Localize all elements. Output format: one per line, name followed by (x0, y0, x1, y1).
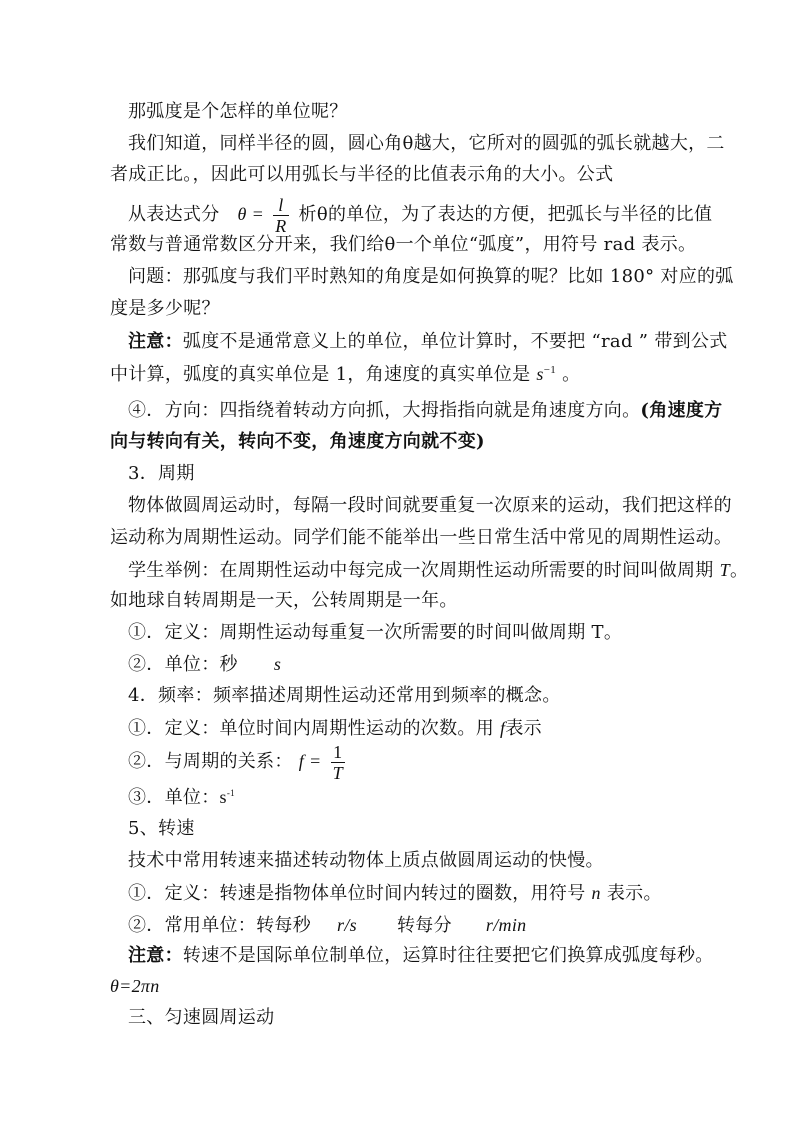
paragraph-line (128, 716, 542, 741)
formula-line (128, 194, 712, 236)
paragraph-text: ①．定义：单位时间内周期性运动的次数。用 (128, 718, 494, 739)
section-heading: 3．周期 (128, 463, 195, 484)
note-label: 注意： (128, 945, 183, 966)
note-line (128, 330, 728, 354)
paragraph-line: 技术中常用转速来描述转动物体上质点做圆周运动的快慢。 (128, 850, 604, 871)
paragraph-text: 。 (729, 560, 749, 581)
unit-exponent: -1 (226, 788, 235, 798)
fraction-numerator: 1 (331, 742, 345, 763)
paragraph-text: ②．常用单位：转每秒 (128, 915, 311, 936)
symbol-T: T (719, 560, 730, 580)
paragraph-text: 弧度不是通常意义上的单位，单位计算时，不要把 “rad ” 带到公式 (182, 331, 728, 352)
paragraph-line: 如地球自转周期是一天，公转周期是一年。 (110, 590, 458, 611)
paragraph-line (128, 785, 235, 810)
paragraph-line: 运动称为周期性运动。同学们能不能举出一些日常生活中常见的周期性运动。 (110, 527, 733, 548)
symbol-n: n (591, 883, 601, 903)
note-label: 注意： (128, 331, 183, 352)
paragraph-text: ①．定义：转速是指物体单位时间内转过的圈数，用符号 (128, 883, 586, 904)
paragraph-line: 那弧度是个怎样的单位呢？ (128, 101, 348, 122)
fraction-1-over-T (331, 742, 345, 783)
paragraph-text: 转每分 (396, 915, 452, 936)
formula-theta-2pi-n: θ=2πn (110, 976, 160, 996)
paragraph-text: ②．与周期的关系： (128, 751, 293, 772)
paragraph-text: ④．方向：四指绕着转动方向抓，大拇指指向就是角速度方向。 (128, 400, 641, 421)
paragraph-text: ②．单位：秒 (128, 654, 238, 675)
note-line (128, 944, 714, 968)
section-heading: 4．频率：频率描述周期性运动还常用到频率的概念。 (128, 685, 561, 706)
section-heading: 三、匀速圆周运动 (128, 1007, 275, 1028)
paragraph-text: ③．单位： (128, 787, 220, 808)
fraction-l-over-R (273, 195, 288, 236)
paragraph-line (128, 399, 722, 423)
unit-s-symbol: s (273, 654, 282, 674)
paragraph-line: 度是多少呢？ (110, 298, 220, 319)
paragraph-text: 表示 (505, 718, 542, 739)
paragraph-text: 表示。 (606, 883, 662, 904)
paragraph-text: 转速不是国际单位制单位，运算时往往要把它们换算成弧度每秒。 (182, 945, 714, 966)
fraction-denominator: R (275, 215, 287, 236)
paragraph-text: 析θ的单位，为了表达的方便，把弧长与半径的比值 (298, 204, 713, 225)
paragraph-line (128, 558, 748, 583)
fraction-numerator: l (273, 195, 288, 216)
paragraph-line (110, 362, 580, 387)
paragraph-line: 常数与普通常数区分开来，我们给θ一个单位“弧度”，用符号 rad 表示。 (110, 234, 697, 255)
symbol-f: f (500, 718, 506, 738)
bold-text: (角速度方 (640, 400, 723, 421)
unit-s: s (219, 787, 227, 807)
paragraph-line: 者成正比。，因此可以用弧长与半径的比值表示角的大小。公式 (110, 164, 614, 185)
unit-exponent: −1 (543, 364, 557, 376)
theta-symbol: θ (237, 204, 247, 224)
formula-line (128, 740, 349, 783)
paragraph-text: 。 (562, 364, 581, 385)
symbol-f: f (298, 751, 305, 771)
paragraph-text: 从表达式分 (128, 204, 220, 225)
paragraph-text: 学生举例：在周期性运动中每完成一次周期性运动所需要的时间叫做周期 (128, 560, 714, 581)
paragraph-line: 问题：那弧度与我们平时熟知的角度是如何换算的呢？比如 180° 对应的弧 (128, 266, 734, 287)
paragraph-line (128, 652, 281, 677)
section-heading: 5、转速 (128, 818, 195, 839)
unit-r-per-s: r/s (337, 915, 357, 935)
paragraph-line: ①．定义：周期性运动每重复一次所需要的时间叫做周期 T。 (128, 622, 623, 643)
bold-line: 向与转向有关，转向不变，角速度方向就不变) (110, 431, 485, 452)
unit-s: s (536, 364, 544, 384)
fraction-denominator: T (332, 762, 343, 783)
paragraph-line (128, 913, 526, 938)
equals-sign: = (252, 204, 264, 224)
unit-r-per-min: r/min (485, 915, 527, 935)
paragraph-text: 中计算，弧度的真实单位是 1，角速度的真实单位是 (110, 364, 531, 385)
equals-sign: = (310, 751, 321, 771)
paragraph-line (128, 881, 662, 906)
paragraph-line: 物体做圆周运动时，每隔一段时间就要重复一次原来的运动，我们把这样的 (128, 495, 732, 516)
paragraph-line: 我们知道，同样半径的圆，圆心角θ越大，它所对的圆弧的弧长就越大，二 (128, 133, 725, 154)
